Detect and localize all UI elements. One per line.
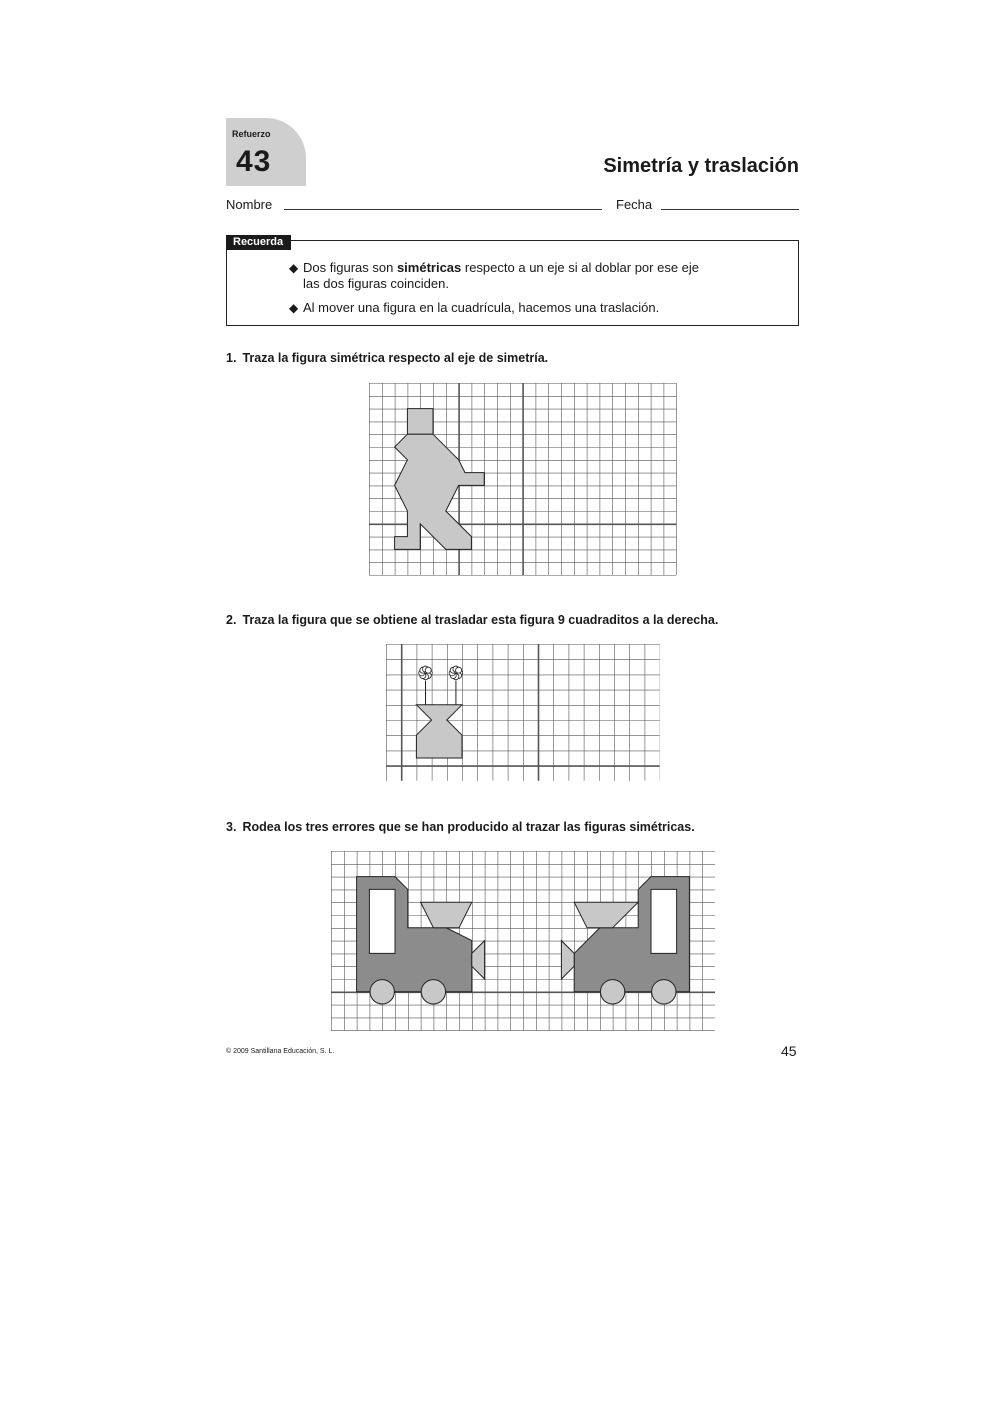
recuerda-tag: Recuerda [226, 235, 291, 250]
name-field[interactable] [284, 209, 602, 210]
exercise-3-grid[interactable] [331, 851, 715, 1031]
exercise-3-instruction: 3. Rodea los tres errores que se han producido al trazar las figuras simétricas. [226, 820, 695, 834]
bullet-icon: ◆ [289, 301, 299, 315]
date-label: Fecha [616, 197, 653, 212]
recuerda-bullet-1: ◆ Dos figuras son simétricas respecto a un eje si al doblar por ese eje las dos figuras coinciden. [289, 260, 700, 291]
left-engine-window [369, 889, 395, 953]
figure-body [395, 434, 485, 549]
flower-petal [425, 667, 431, 673]
right-wheel-1 [600, 980, 624, 1004]
left-wheel-2 [421, 980, 445, 1004]
right-engine-window [651, 889, 677, 953]
name-label: Nombre [226, 197, 273, 212]
exercise-1-grid[interactable] [369, 383, 677, 577]
bullet-icon: ◆ [289, 261, 299, 275]
right-wheel-2 [652, 980, 676, 1004]
flower-petal [456, 667, 462, 673]
left-bumper [472, 941, 485, 979]
tab-label: Refuerzo [232, 129, 271, 139]
right-chimney [574, 902, 638, 928]
page-number: 45 [781, 1043, 797, 1059]
left-chimney [421, 902, 472, 928]
figure-head [407, 409, 433, 435]
exercise-1-instruction: 1. Traza la figura simétrica respecto al eje de simetría. [226, 351, 549, 365]
right-bumper [561, 941, 574, 979]
exercise-2-instruction: 2. Traza la figura que se obtiene al trasladar esta figura 9 cuadraditos a la derecha. [226, 613, 719, 627]
sheet-number: 43 [236, 145, 272, 178]
left-wheel-1 [370, 980, 394, 1004]
copyright: © 2009 Santillana Educación, S. L. [226, 1048, 335, 1055]
date-field[interactable] [661, 209, 799, 210]
page-title: Simetría y traslación [603, 155, 799, 177]
vase-shape [416, 705, 462, 758]
exercise-2-grid[interactable] [386, 644, 660, 781]
recuerda-bullet-2: ◆ Al mover una figura en la cuadrícula, hacemos una traslación. [289, 300, 660, 315]
